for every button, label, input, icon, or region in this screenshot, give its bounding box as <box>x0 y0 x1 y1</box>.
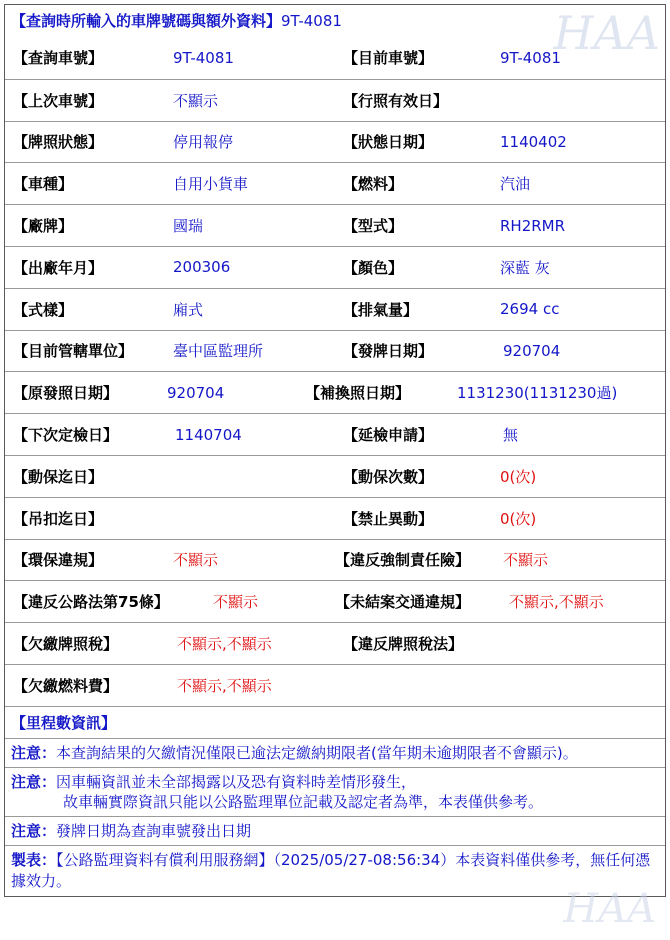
field-value: RH2RMR <box>500 216 566 235</box>
field-value: 1131230(1131230過) <box>457 384 618 403</box>
field-label: 【目前管轄單位】 <box>13 342 134 361</box>
field-label: 【車種】 <box>13 175 74 194</box>
field-label: 【延檢申請】 <box>343 426 434 445</box>
field-row <box>5 121 665 163</box>
field-row <box>5 580 665 622</box>
field-label: 【動保次數】 <box>343 467 434 486</box>
field-label: 【補換照日期】 <box>305 384 411 403</box>
query-plate: 9T-4081 <box>281 12 342 30</box>
field-value: 920704 <box>503 341 561 360</box>
field-label: 【發牌日期】 <box>343 342 434 361</box>
note-2 <box>5 767 665 816</box>
field-label: 【原發照日期】 <box>13 384 119 403</box>
note-2-text2: 故車輛實際資訊只能以公路監理單位記載及認定者為準，本表僅供參考。 <box>63 792 544 811</box>
field-label: 【動保迄日】 <box>13 467 104 486</box>
field-label: 【顏色】 <box>343 258 404 277</box>
field-label: 【出廠年月】 <box>13 258 104 277</box>
note-2-text: 因車輛資訊並未全部揭露以及恐有資料時差情形發生， <box>56 772 417 791</box>
field-label: 【違反牌照稅法】 <box>343 635 464 654</box>
field-value: 2694 cc <box>500 300 560 319</box>
note-3-text: 發牌日期為查詢車號發出日期 <box>56 821 252 840</box>
field-label: 【式樣】 <box>13 300 74 319</box>
field-value: 1140402 <box>500 132 567 151</box>
field-label: 【型式】 <box>343 217 404 236</box>
field-row <box>5 413 665 455</box>
footer-label: 製表： <box>11 850 57 869</box>
note-3 <box>5 816 665 845</box>
note-2-label: 注意： <box>11 772 57 791</box>
field-label: 【查詢車號】 <box>13 49 104 68</box>
field-label: 【吊扣迄日】 <box>13 509 104 528</box>
field-row <box>5 204 665 246</box>
field-label: 【違反公路法第75條】 <box>13 593 169 612</box>
field-label: 【狀態日期】 <box>343 133 434 152</box>
field-row <box>5 37 665 79</box>
field-row <box>5 162 665 204</box>
field-row <box>5 330 665 372</box>
field-value: 停用報停 <box>173 133 234 152</box>
field-value: 不顯示 <box>213 593 259 612</box>
watermark-top: HAA <box>553 6 660 60</box>
field-value: 自用小貨車 <box>173 175 249 194</box>
field-row <box>5 288 665 330</box>
note-1 <box>5 738 665 767</box>
field-label: 【未結案交通違規】 <box>335 593 471 612</box>
note-1-text: 本查詢結果的欠繳情況僅限已逾法定繳納期限者(當年期未逾期限者不會顯示)。 <box>56 743 578 762</box>
field-value: 汽油 <box>500 175 531 194</box>
field-label: 【燃料】 <box>343 175 404 194</box>
field-label: 【行照有效日】 <box>343 91 449 110</box>
field-label: 【上次車號】 <box>13 91 104 110</box>
field-value: 9T-4081 <box>173 48 234 67</box>
footer-text: 【公路監理資料有償利用服務網】（2025/05/27-08:56:34）本表資料僅供參考，無任何憑據效力。 <box>11 850 651 890</box>
field-label: 【目前車號】 <box>343 49 434 68</box>
vehicle-fields <box>5 37 665 706</box>
field-row <box>5 539 665 581</box>
field-row <box>5 246 665 288</box>
field-label: 【禁止異動】 <box>343 509 434 528</box>
field-label: 【排氣量】 <box>343 300 419 319</box>
field-row <box>5 622 665 664</box>
field-value: 9T-4081 <box>500 48 561 67</box>
field-value: 不顯示 <box>173 551 219 570</box>
vehicle-info-panel <box>4 4 666 897</box>
field-value: 國瑞 <box>173 217 204 236</box>
field-label: 【欠繳牌照稅】 <box>13 635 119 654</box>
field-value: 920704 <box>167 383 225 402</box>
field-value: 無 <box>503 426 519 445</box>
field-value: 200306 <box>173 258 231 277</box>
mileage-header: 【里程數資訊】 <box>5 706 665 738</box>
field-value: 1140704 <box>175 425 242 444</box>
field-value: 深藍 灰 <box>500 258 550 277</box>
field-value: 臺中區監理所 <box>173 342 264 361</box>
field-row <box>5 455 665 497</box>
field-value: 不顯示,不顯示 <box>177 635 272 654</box>
field-label: 【廠牌】 <box>13 217 74 236</box>
query-title: 【查詢時所輸入的車牌號碼與額外資料】 <box>11 12 282 30</box>
field-value: 不顯示 <box>173 91 219 110</box>
note-3-label: 注意： <box>11 821 57 840</box>
field-label: 【環保違規】 <box>13 551 104 570</box>
field-label: 【牌照狀態】 <box>13 133 104 152</box>
field-row <box>5 371 665 413</box>
watermark-bottom: HAA <box>563 886 656 932</box>
field-row <box>5 497 665 539</box>
field-value: 不顯示,不顯示 <box>177 676 272 695</box>
field-value: 0(次) <box>500 509 537 528</box>
field-label: 【欠繳燃料費】 <box>13 676 119 695</box>
footer-row <box>5 845 665 896</box>
field-row <box>5 664 665 706</box>
field-label: 【下次定檢日】 <box>13 426 119 445</box>
field-value: 廂式 <box>173 300 204 319</box>
field-row <box>5 79 665 121</box>
field-value: 不顯示,不顯示 <box>509 593 604 612</box>
query-title-row <box>5 5 665 37</box>
note-1-label: 注意： <box>11 743 57 762</box>
field-label: 【違反強制責任險】 <box>335 551 471 570</box>
field-value: 0(次) <box>500 467 537 486</box>
field-value: 不顯示 <box>503 551 549 570</box>
